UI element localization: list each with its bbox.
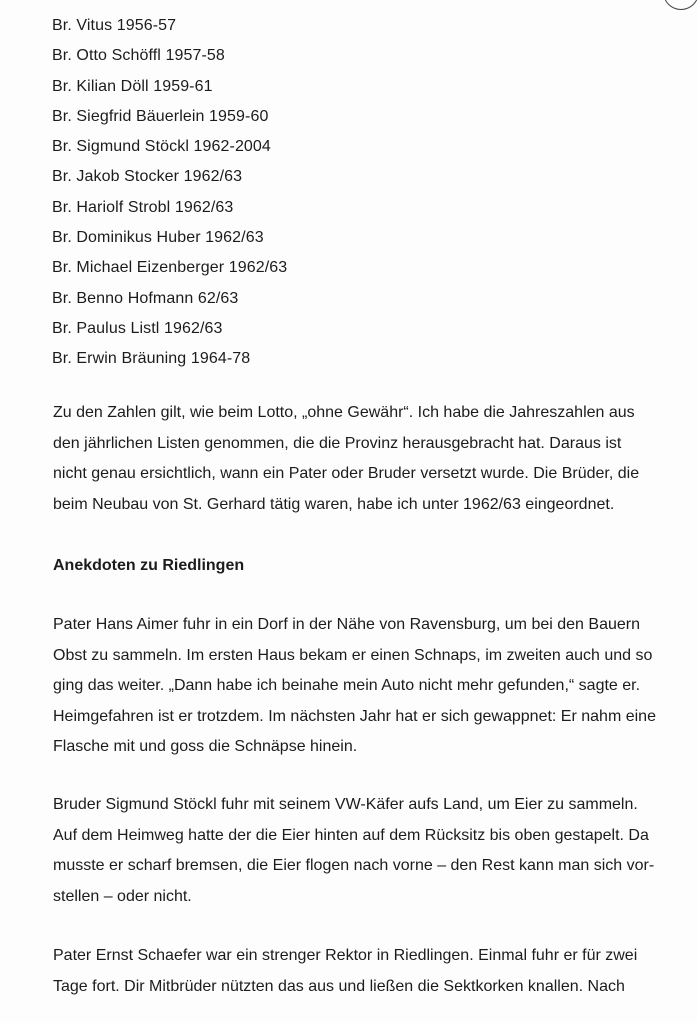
roster-entry: Br. Dominikus Huber 1962/63 — [52, 229, 264, 247]
text-line: Zu den Zahlen gilt, wie beim Lotto, „ohne Gewähr“. Ich habe die Jahreszahlen aus — [53, 404, 635, 421]
text-line: Pater Hans Aimer fuhr in ein Dorf in der Nähe von Ravensburg, um bei den Bauern — [53, 616, 640, 633]
roster-entry: Br. Hariolf Strobl 1962/63 — [52, 198, 234, 216]
section-heading: Anekdoten zu Riedlingen — [53, 557, 245, 574]
text-line: Bruder Sigmund Stöckl fuhr mit seinem VW-Käfer aufs Land, um Eier zu sammeln. — [53, 796, 638, 813]
text-line: Heimgefahren ist er trotzdem. Im nächsten Jahr hat er sich gewappnet: Er nahm eine — [53, 707, 656, 725]
roster-entry: Br. Otto Schöffl 1957-58 — [52, 47, 225, 65]
text-line: stellen – oder nicht. — [53, 887, 192, 905]
text-line: nicht genau ersichtlich, wann ein Pater oder Bruder versetzt wurde. Die Brüder, die — [53, 465, 640, 482]
text-line: Pater Ernst Schaefer war ein strenger Rektor in Riedlingen. Einmal fuhr er für zwei — [53, 947, 638, 964]
text-line: Obst zu sammeln. Im ersten Haus bekam er einen Schnaps, im zweiten auch und so — [53, 646, 653, 664]
roster-entry: Br. Sigmund Stöckl 1962-2004 — [52, 138, 271, 156]
text-line: den jährlichen Listen genommen, die die Provinz herausgebracht hat. Daraus ist — [53, 434, 622, 452]
page-corner-circle-mark — [663, 0, 697, 10]
roster-entry: Br. Siegfrid Bäuerlein 1959-60 — [52, 107, 269, 125]
anecdote-paragraph-aimer — [53, 610, 693, 763]
roster-entry: Br. Michael Eizenberger 1962/63 — [52, 259, 288, 277]
text-line: Tage fort. Dir Mitbrüder nützten das aus und ließen die Sektkorken knallen. Nach — [53, 977, 625, 995]
text-line: ging das weiter. „Dann habe ich beinahe mein Auto nicht mehr gefunden,“ sagte er. — [53, 677, 641, 694]
anecdote-paragraph-stoeckl — [53, 790, 693, 912]
anecdote-paragraph-schaefer — [53, 941, 693, 1002]
brothers-roster-list — [52, 11, 287, 375]
roster-entry: Br. Kilian Döll 1959-61 — [52, 77, 213, 95]
text-line: musste er scharf bremsen, die Eier flogen nach vorne – den Rest kann man sich vor- — [53, 857, 655, 874]
roster-entry: Br. Erwin Bräuning 1964-78 — [52, 350, 251, 368]
dates-disclaimer-paragraph — [53, 398, 693, 520]
text-line: beim Neubau von St. Gerhard tätig waren, habe ich unter 1962/63 eingeordnet. — [53, 495, 615, 513]
roster-entry: Br. Paulus Listl 1962/63 — [52, 319, 223, 337]
roster-entry: Br. Vitus 1956-57 — [52, 17, 177, 34]
text-line: Flasche mit und goss die Schnäpse hinein. — [53, 738, 358, 755]
roster-entry: Br. Benno Hofmann 62/63 — [52, 289, 239, 307]
roster-entry: Br. Jakob Stocker 1962/63 — [52, 168, 243, 186]
text-line: Auf dem Heimweg hatte der die Eier hinten auf dem Rücksitz bis oben gestapelt. Da — [53, 826, 649, 844]
